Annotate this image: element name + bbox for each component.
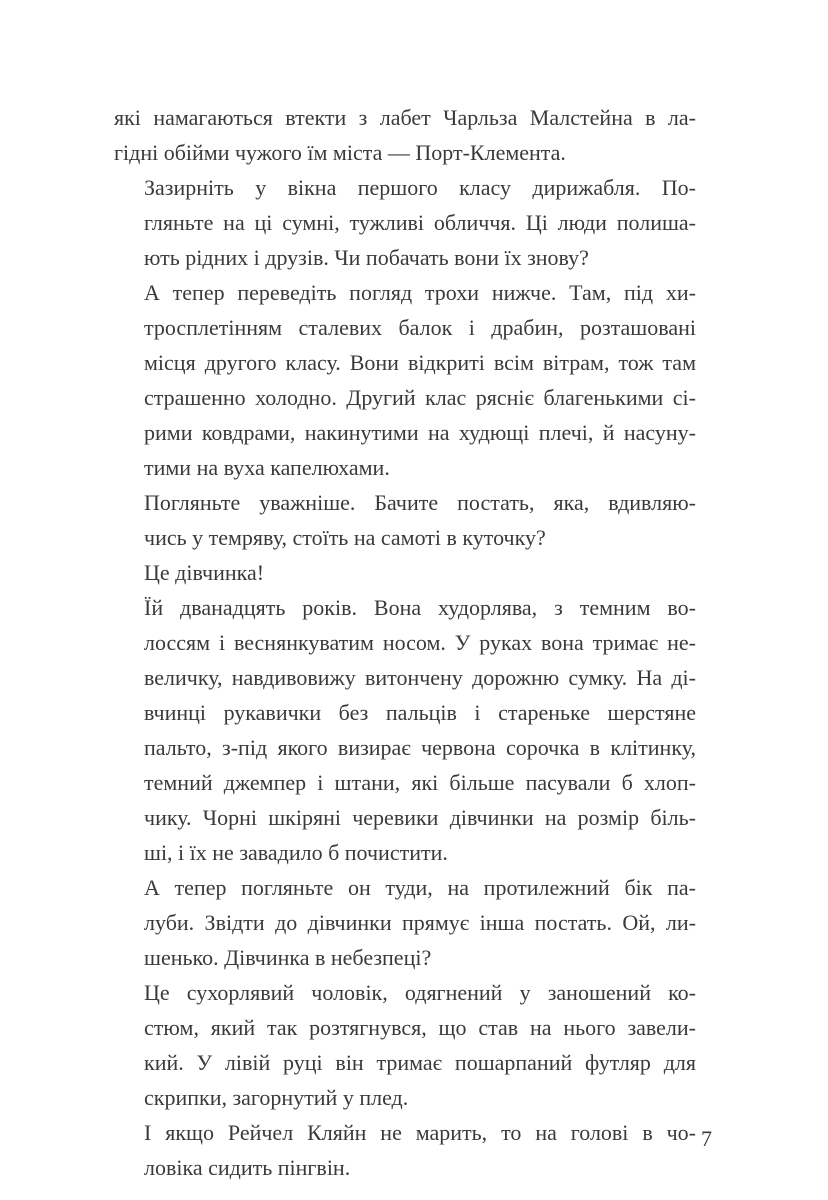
text-line: Це сухорлявий чоловік, одягнений у заношений ко- [144, 980, 696, 1005]
text-line: шенько. Дівчинка в небезпеці? [144, 945, 432, 970]
text-line: луби. Звідти до дівчинки прямує інша постать. Ой, ли- [144, 910, 696, 935]
text-line: А тепер погляньте он туди, на протилежний бік па- [144, 875, 696, 900]
paragraph [114, 485, 696, 555]
text-line: гляньте на ці сумні, тужливі обличчя. Ці люди полиша- [144, 210, 696, 235]
paragraph [114, 590, 696, 870]
text-line: ловіка сидить пінгвін. [144, 1155, 351, 1180]
text-line: ють рідних і друзів. Чи побачать вони їх знову? [144, 245, 589, 270]
text-line: чику. Чорні шкіряні черевики дівчинки на розмір біль- [144, 805, 696, 830]
text-line: кий. У лівій руці він тримає пошарпаний футляр для [144, 1050, 696, 1075]
text-line: Зазирніть у вікна першого класу дирижабля. По- [144, 175, 696, 200]
text-line: пальто, з-під якого визирає червона сорочка в клітинку, [144, 735, 696, 760]
paragraph [114, 100, 696, 170]
paragraph [114, 1115, 696, 1185]
text-line: стюм, який так розтягнувся, що став на нього завели- [144, 1015, 696, 1040]
text-line: темний джемпер і штани, які більше пасували б хлоп- [144, 770, 696, 795]
text-line: Погляньте уважніше. Бачите постать, яка, вдивляю- [144, 490, 696, 515]
text-line: Це дівчинка! [144, 560, 265, 585]
text-line: гідні обійми чужого їм міста — Порт-Клемента. [114, 140, 566, 165]
paragraph [114, 170, 696, 275]
text-line: А тепер переведіть погляд трохи нижче. Там, під хи- [144, 280, 696, 305]
text-line: які намагаються втекти з лабет Чарльза Малстейна в ла- [114, 105, 696, 130]
text-line: скрипки, загорнутий у плед. [144, 1085, 409, 1110]
text-line: тросплетінням сталевих балок і драбин, розташовані [144, 315, 696, 340]
text-line: вчинці рукавички без пальців і стареньке шерстяне [144, 700, 696, 725]
text-line: місця другого класу. Вони відкриті всім вітрам, тож там [144, 350, 696, 375]
page-body [114, 100, 696, 1185]
text-line: ші, і їх не завадило б почистити. [144, 840, 448, 865]
text-line: лоссям і веснянкуватим носом. У руках вона тримає не- [144, 630, 696, 655]
paragraph [114, 555, 696, 590]
text-line: тими на вуха капелюхами. [144, 455, 390, 480]
text-line: чись у темряву, стоїть на самоті в куточку? [144, 525, 546, 550]
text-line: Їй дванадцять років. Вона худорлява, з темним во- [144, 595, 696, 620]
paragraph [114, 870, 696, 975]
text-line: рими ковдрами, накинутими на худющі плечі, й насуну- [144, 420, 696, 445]
text-line: І якщо Рейчел Кляйн не марить, то на голові в чо- [144, 1120, 696, 1145]
paragraph [114, 975, 696, 1115]
page-number: 7 [701, 1126, 712, 1151]
paragraph [114, 275, 696, 485]
text-line: величку, навдивовижу витончену дорожню сумку. На ді- [144, 665, 696, 690]
text-line: страшенно холодно. Другий клас рясніє благенькими сі- [144, 385, 696, 410]
